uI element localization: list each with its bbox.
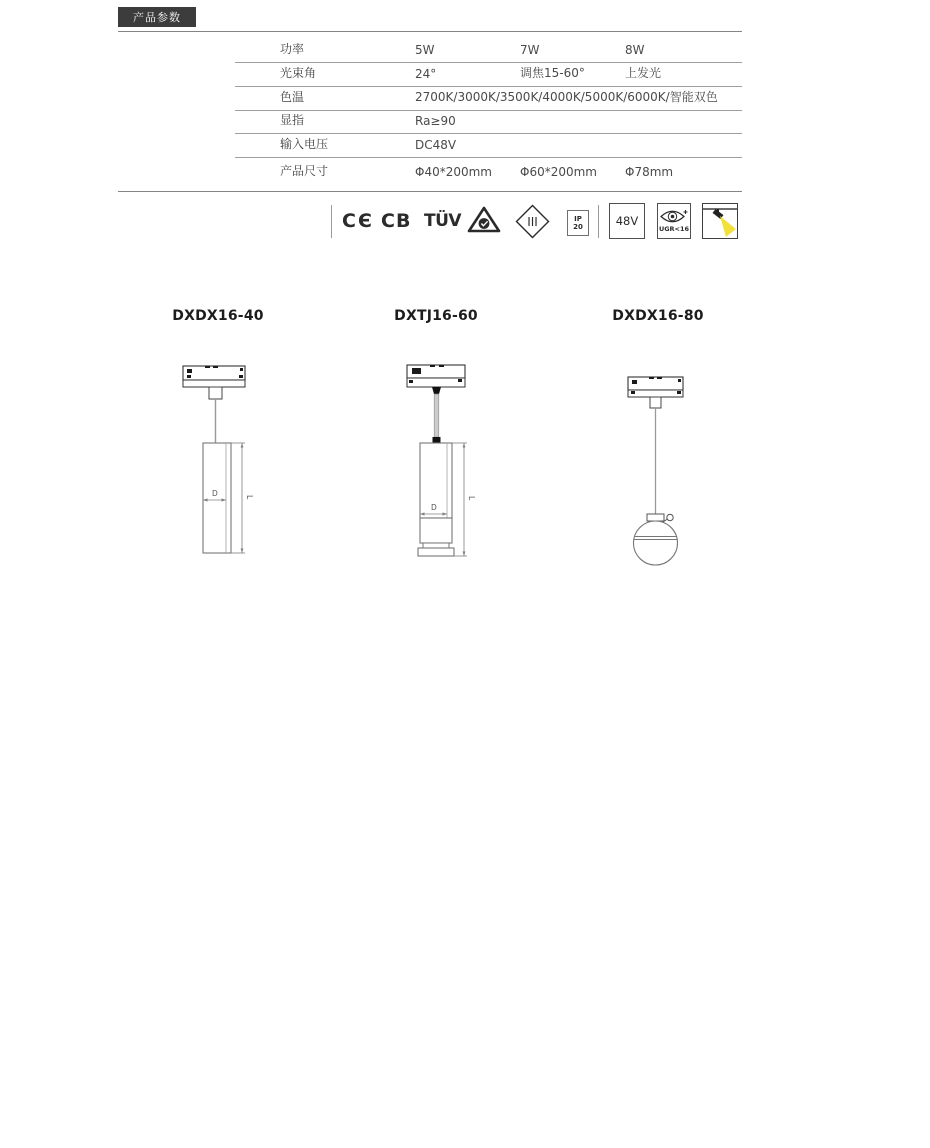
spec-label: 功率 [280,42,305,56]
ce-mark: CЄ [342,210,374,232]
product-drawing-globe-pendant [590,360,720,570]
spec-value: 上发光 [625,66,662,80]
spec-value: Φ60*200mm [520,165,597,179]
spec-label: 显指 [280,113,305,127]
lens-flange [418,548,454,556]
spec-label: 色温 [280,90,305,104]
voltage-box: 48V [609,203,645,239]
eye-icon [659,207,689,224]
spec-value: DC48V [415,138,457,152]
suspension-stem [209,387,222,399]
spec-label: 输入电压 [280,137,329,151]
track-adapter [183,366,245,380]
spec-value: 8W [625,43,645,57]
beam-icon [702,203,738,239]
spec-value: 24° [415,67,437,81]
spec-value: 调焦15-60° [520,66,585,80]
ip-rating: 20 [573,223,583,231]
product-drawing-cylinder-pendant [150,360,270,560]
length-dim-label: L [245,495,254,500]
product-model-label: DXDX16-80 [612,308,704,324]
class3-label: III [527,215,538,229]
spec-row-cri [235,111,742,134]
ip-label: IP [574,215,582,223]
globe-diffuser [634,521,678,565]
spec-value: Ra≥90 [415,114,456,128]
spec-row-power [235,31,742,63]
spec-value: 7W [520,43,540,57]
bottom-rule [118,191,742,192]
spec-row-beam-angle [235,63,742,87]
cable-connector [432,387,441,394]
tuv-mark: TÜV [424,211,462,231]
spec-label: 产品尺寸 [280,164,329,178]
spec-row-dimensions [235,158,742,184]
spec-value: Φ40*200mm [415,165,492,179]
spec-value: Φ78mm [625,165,674,179]
spec-table [235,31,742,184]
length-dim-label: L [467,496,476,501]
focus-ring [420,518,452,543]
spec-value: 5W [415,43,435,57]
adjust-knob [667,514,673,520]
globe-cap [647,514,664,521]
rcm-triangle-icon [466,205,502,235]
spec-label: 光束角 [280,66,317,80]
cert-divider [331,205,332,238]
page-title-badge: 产品参数 [118,7,196,27]
suspension-cable [434,394,439,437]
spec-row-input-voltage [235,134,742,158]
spec-value: 2700K/3000K/3500K/4000K/5000K/6000K/智能双色 [415,90,718,104]
diameter-dim-label: D [431,503,437,512]
spec-row-cct [235,87,742,111]
ugr-label: UGR<16 [658,225,690,233]
product-model-label: DXTJ16-60 [394,308,478,324]
product-model-label: DXDX16-40 [172,308,264,324]
ugr-box [657,203,691,239]
plus-glyph [684,210,688,214]
cb-mark: CB [381,210,412,232]
cable-connector [433,437,441,443]
class3-diamond-icon [515,204,550,239]
cert-divider [598,205,599,238]
ip20-box [567,210,589,236]
suspension-stem [650,397,661,408]
diameter-dim-label: D [212,489,218,498]
product-drawing-zoom-pendant [370,360,500,560]
lamp-body [203,443,231,553]
